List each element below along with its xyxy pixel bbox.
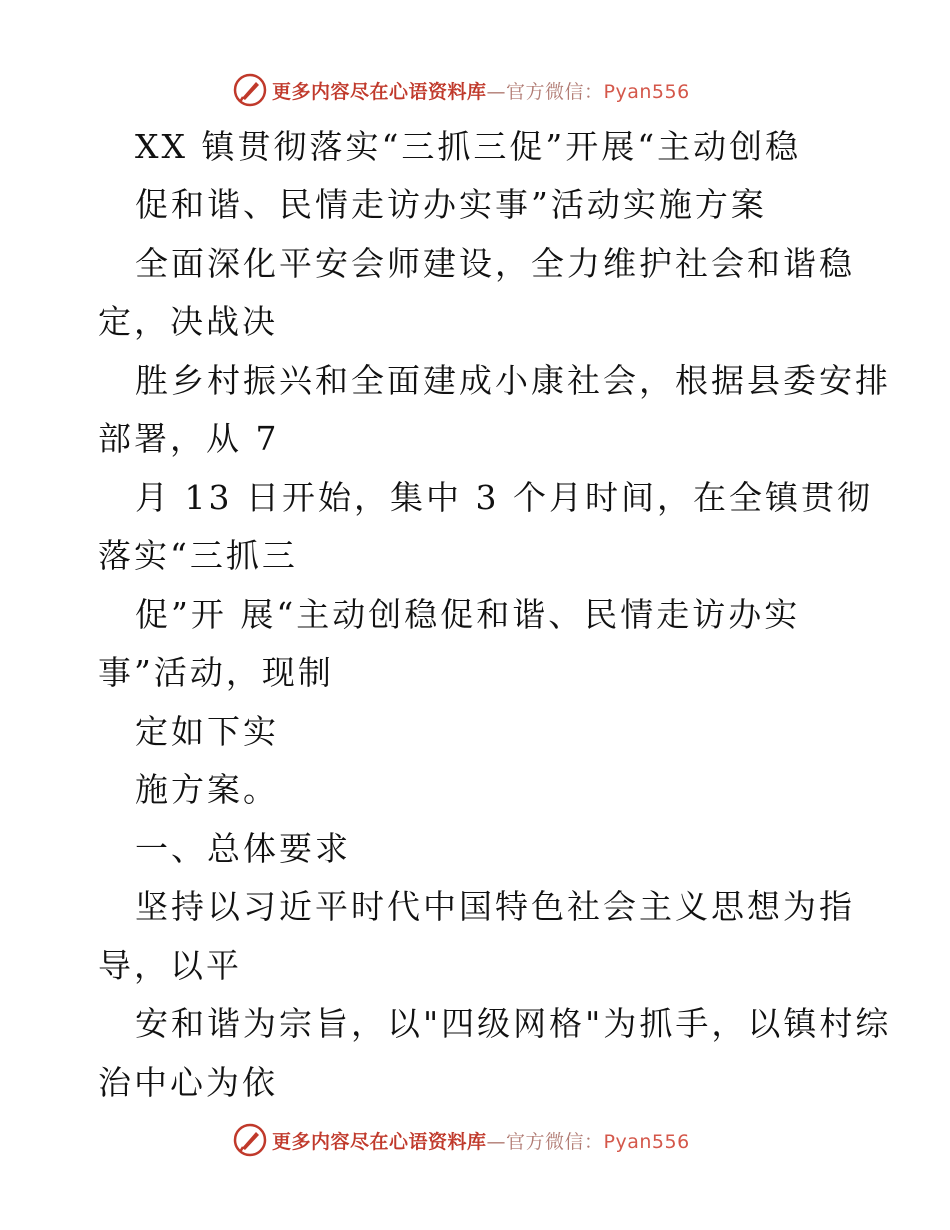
doc-text-line: 事”活动，现制 — [98, 653, 334, 692]
doc-text-line: 落实“三抓三 — [98, 536, 298, 575]
watermark-text — [272, 77, 690, 104]
doc-text-line: 全面深化平安会师建设，全力维护社会和谐稳 — [135, 244, 855, 283]
watermark-wechat-id: Pyan556 — [603, 80, 690, 103]
doc-text-line: 部署，从 7 — [98, 419, 280, 458]
doc-text-line: 治中心为依 — [98, 1063, 278, 1102]
doc-text-line: 促”开 展“主动创稳促和谐、民情走访办实 — [135, 595, 801, 634]
watermark-wechat-id: Pyan556 — [603, 1130, 690, 1153]
doc-text-line: 施方案。 — [135, 770, 279, 809]
doc-text-line: 导，以平 — [98, 946, 242, 985]
doc-text-line: 定，决战决 — [98, 302, 278, 341]
quill-logo-icon — [232, 72, 268, 108]
doc-title-line-1: XX 镇贯彻落实“三抓三促”开展“主动创稳 — [135, 127, 802, 166]
quill-logo-icon — [232, 1122, 268, 1158]
watermark-dash: — — [486, 80, 507, 103]
watermark-official-label: 官方微信： — [506, 80, 604, 103]
doc-text-line: 定如下实 — [135, 712, 279, 751]
watermark-header — [232, 70, 690, 110]
section-heading: 一、总体要求 — [135, 829, 351, 868]
watermark-dash: — — [486, 1130, 507, 1153]
doc-text-line: 月 13 日开始，集中 3 个月时间，在全镇贯彻 — [135, 478, 873, 517]
watermark-main-text: 更多内容尽在心语资料库 — [272, 80, 487, 103]
doc-title-line-2: 促和谐、民情走访办实事”活动实施方案 — [135, 185, 767, 224]
doc-text-line: 安和谐为宗旨，以"四级网格"为抓手，以镇村综 — [135, 1004, 892, 1043]
watermark-text — [272, 1127, 690, 1154]
doc-text-line: 坚持以习近平时代中国特色社会主义思想为指 — [135, 887, 855, 926]
watermark-main-text: 更多内容尽在心语资料库 — [272, 1130, 487, 1153]
watermark-footer — [232, 1120, 690, 1160]
doc-text-line: 胜乡村振兴和全面建成小康社会，根据县委安排 — [135, 361, 891, 400]
watermark-official-label: 官方微信： — [506, 1130, 604, 1153]
